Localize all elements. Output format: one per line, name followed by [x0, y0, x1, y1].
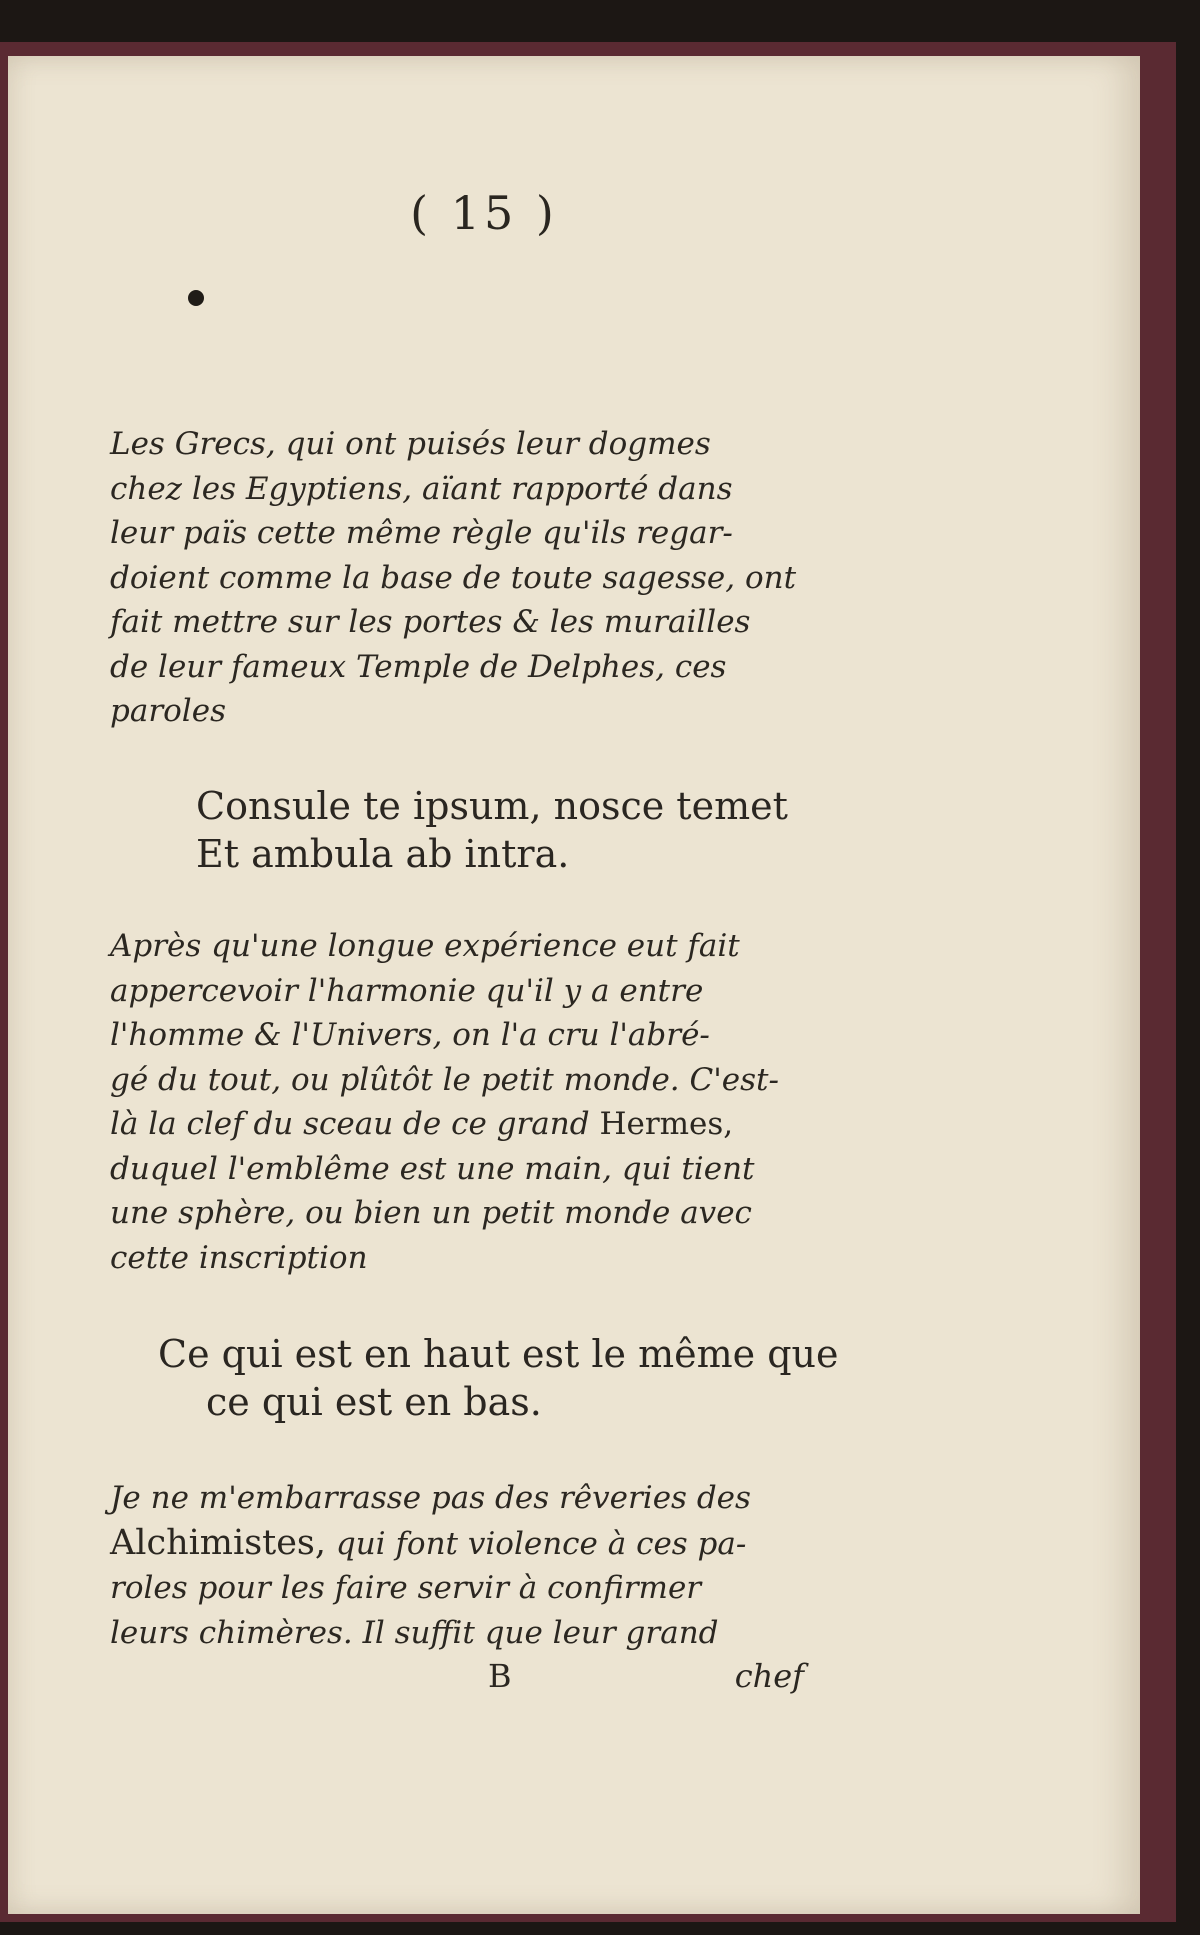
text-line: Après qu'une longue expérience eut fait [110, 928, 740, 964]
book-page [8, 56, 1140, 1914]
text-line: de leur fameux Temple de Delphes, ces [110, 648, 727, 685]
text-line [110, 1521, 804, 1567]
text-line: Les Grecs, qui ont puisés leur dogmes [110, 426, 711, 462]
text-segment: là la clef du sceau de ce grand [110, 1106, 590, 1142]
text-line: doient comme la base de toute sagesse, ont [110, 559, 797, 596]
signature-mark: B [488, 1657, 512, 1695]
quote-line: Consule te ipsum, nosce temet [196, 784, 788, 828]
text-line: gé du tout, ou plûtôt le petit monde. C'est- [110, 1061, 779, 1098]
text-line [110, 1102, 804, 1147]
text-line: appercevoir l'harmonie qu'il y a entre [110, 972, 704, 1009]
text-line: fait mettre sur les portes & les murailles [110, 604, 751, 640]
text-segment: qui font violence à ces pa- [335, 1525, 747, 1562]
quote-hermetic [158, 1330, 852, 1426]
text-line: paroles [110, 693, 226, 729]
text-line: Je ne m'embarrasse pas des rêveries des [110, 1480, 751, 1516]
catchword: chef [734, 1657, 804, 1695]
paragraph-hermes [110, 924, 804, 1280]
text-line: leur païs cette même règle qu'ils regar- [110, 515, 733, 551]
quote-line: Ce qui est en haut est le même que [158, 1332, 839, 1376]
ink-spot [188, 290, 204, 306]
quote-line: ce qui est en bas. [206, 1380, 542, 1424]
quote-line: Et ambula ab intra. [196, 832, 570, 876]
roman-word: Alchimistes, [110, 1522, 327, 1563]
text-line: leurs chimères. Il suffit que leur grand [110, 1614, 719, 1651]
roman-word: Hermes, [599, 1106, 734, 1142]
text-line: cette inscription [110, 1239, 368, 1276]
paragraph-alchemists [110, 1476, 804, 1655]
text-line: duquel l'emblême est une main, qui tient [110, 1150, 755, 1187]
text-line: chez les Egyptiens, aïant rapporté dans [110, 470, 733, 507]
text-line: l'homme & l'Univers, on l'a cru l'abré- [110, 1017, 710, 1053]
quote-delphi [196, 782, 890, 878]
paragraph-greeks [110, 422, 804, 734]
text-line: roles pour les faire servir à confirmer [110, 1570, 702, 1606]
page-number: ( 15 ) [410, 186, 558, 240]
text-line: une sphère, ou bien un petit monde avec [110, 1195, 752, 1231]
